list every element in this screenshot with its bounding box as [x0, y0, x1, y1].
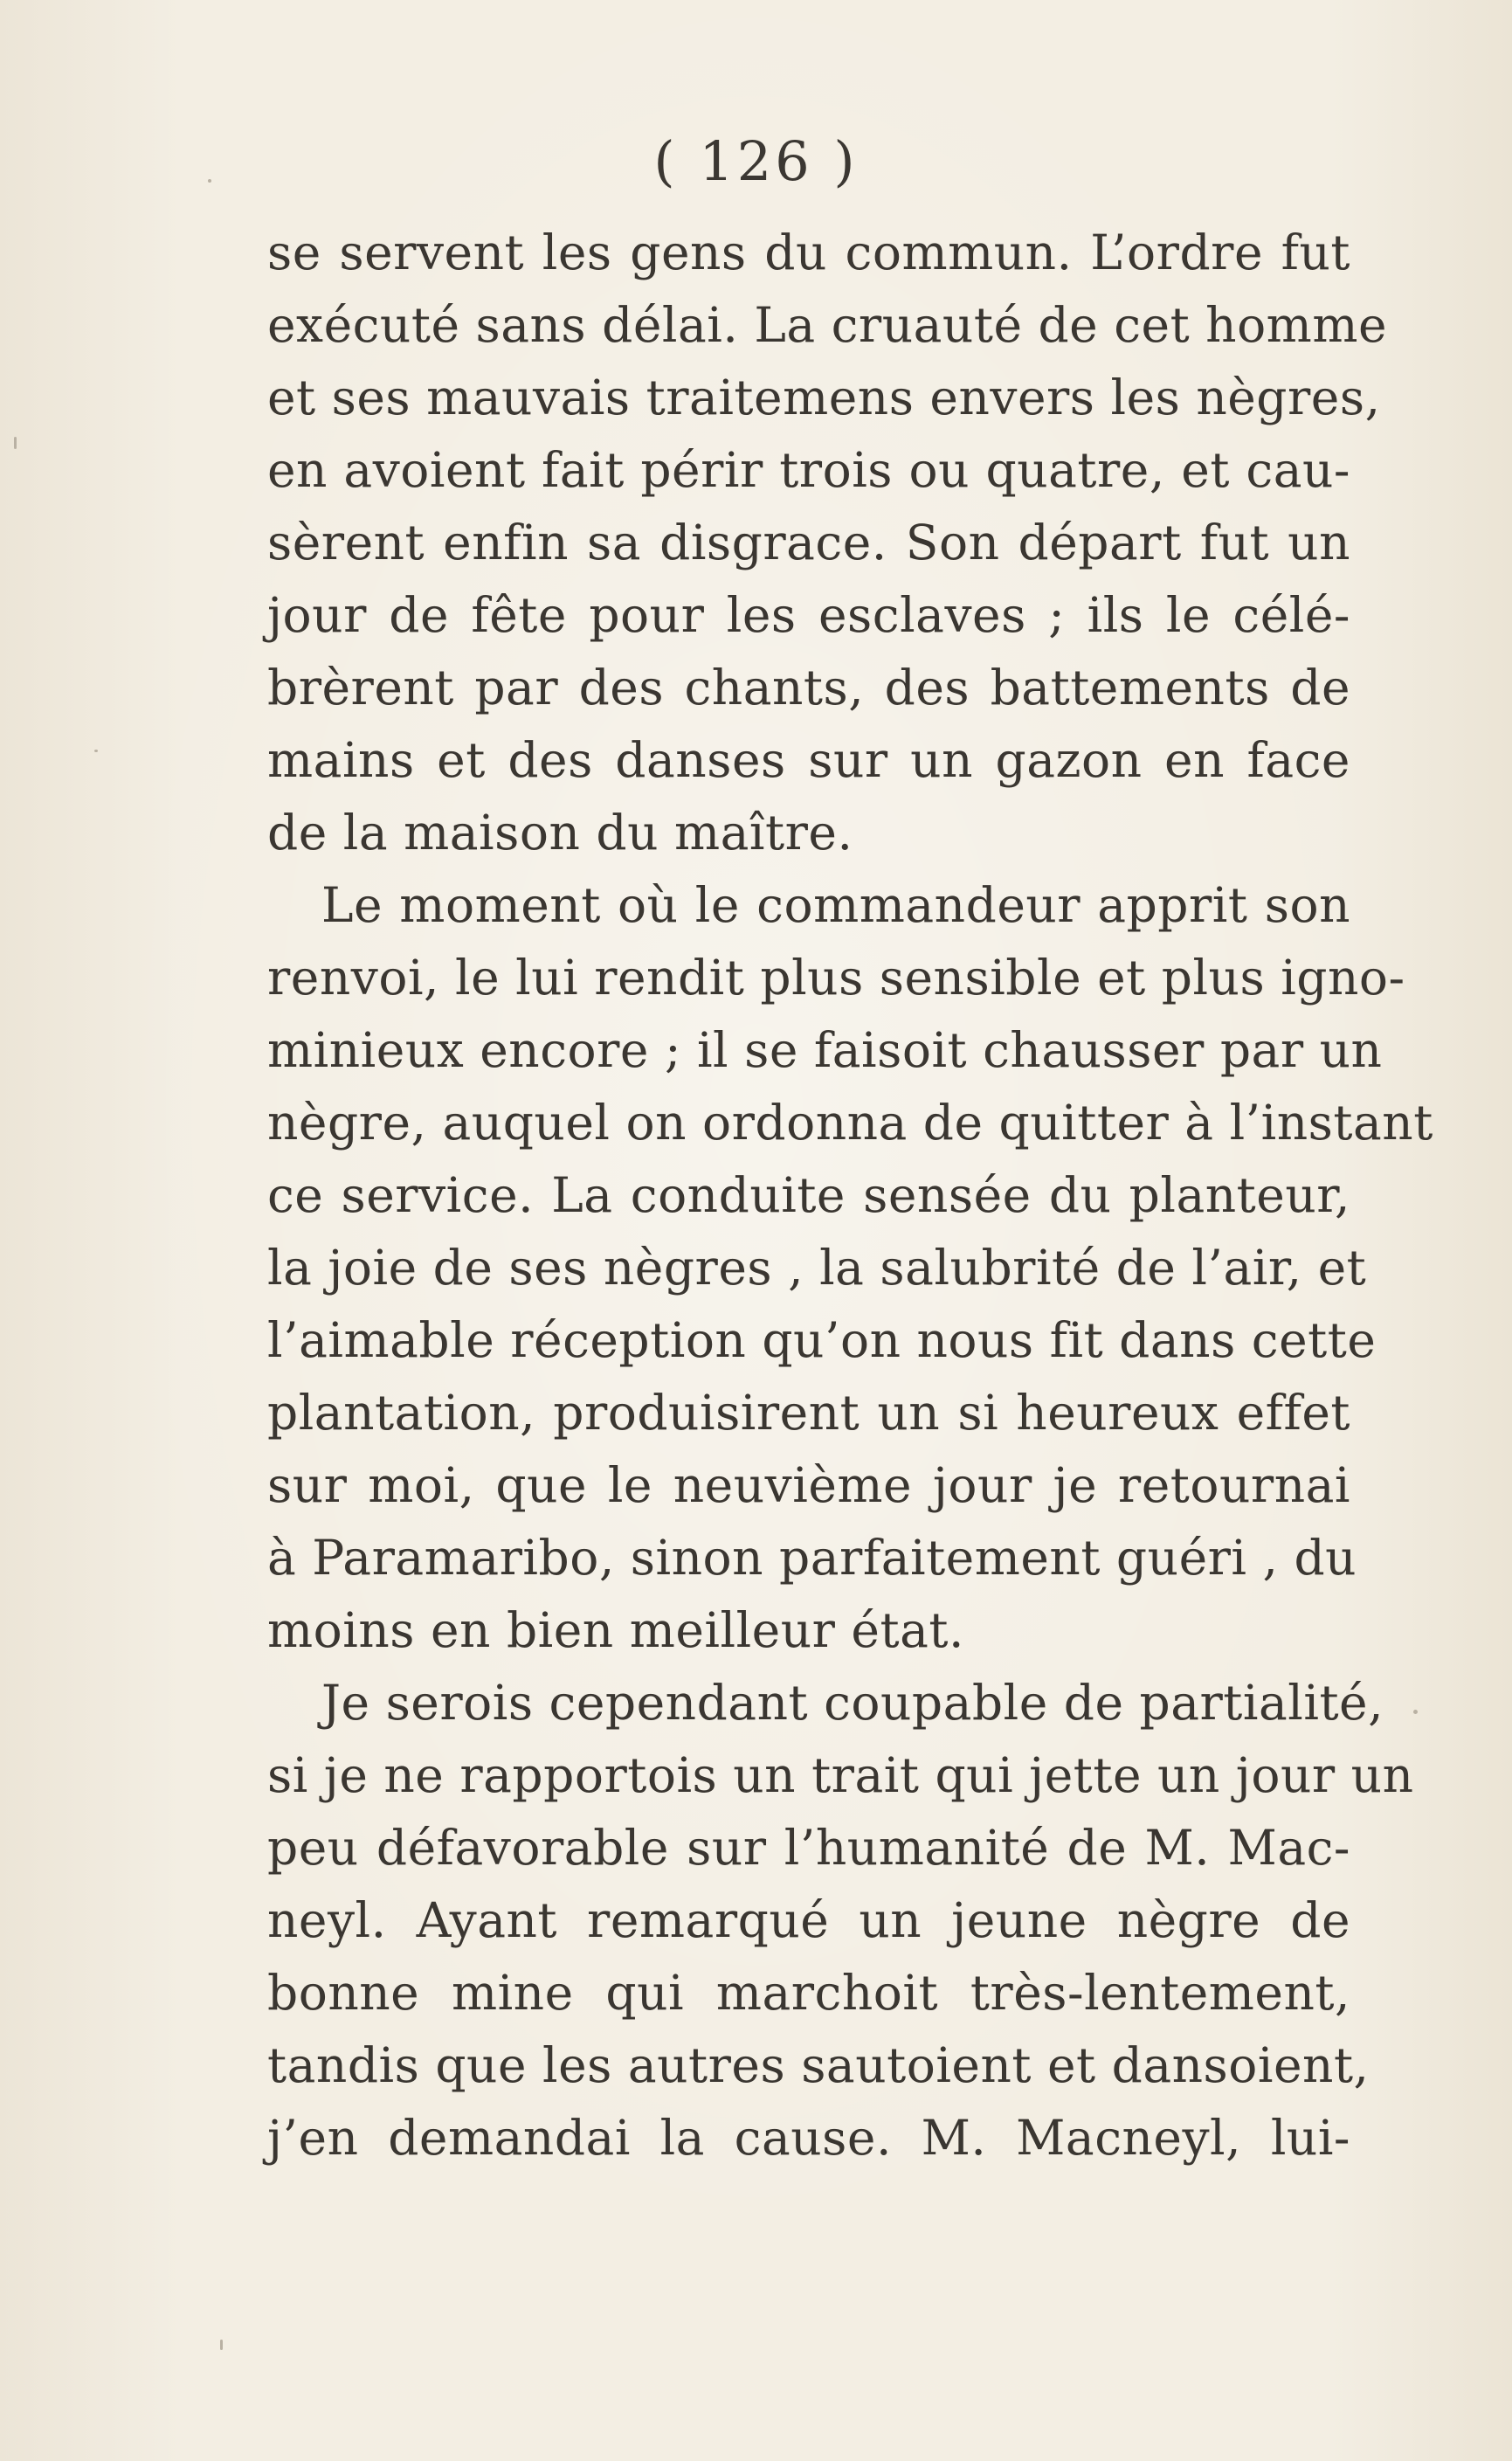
text-line: moins en bien meilleur état.: [267, 1602, 964, 1658]
text-line: brèrent par des chants, des battements de: [267, 660, 1350, 715]
paragraph: [267, 869, 1433, 1667]
text-line: tandis que les autres sautoient et dansoient,: [267, 2037, 1370, 2093]
paper-speck: [1413, 1710, 1418, 1714]
text-line: mains et des danses sur un gazon en face: [267, 732, 1350, 788]
text-line: peu défavorable sur l’humanité de M. Mac-: [267, 1820, 1350, 1876]
body-text: [267, 217, 1433, 2174]
text-line: minieux encore ; il se faisoit chausser par un: [267, 1022, 1383, 1078]
text-line: bonne mine qui marchoit très-lentement,: [267, 1965, 1350, 2021]
text-line: et ses mauvais traitemens envers les nègres,: [267, 370, 1381, 425]
text-line: nègre, auquel on ordonna de quitter à l’instant: [267, 1095, 1433, 1151]
paper-speck: [14, 437, 17, 449]
text-line: jour de fête pour les esclaves ; ils le célé-: [267, 587, 1350, 643]
paper-speck: [220, 2340, 223, 2350]
text-line: sèrent enfin sa disgrace. Son départ fut un: [267, 515, 1350, 570]
paper-speck: [94, 750, 98, 752]
text-line: la joie de ses nègres , la salubrité de l’air, et: [267, 1240, 1367, 1296]
page-number: ( 126 ): [653, 129, 859, 193]
text-line: j’en demandai la cause. M. Macneyl, lui-: [267, 2110, 1350, 2166]
text-line: en avoient fait périr trois ou quatre, et cau-: [267, 442, 1350, 498]
text-line: sur moi, que le neuvième jour je retournai: [267, 1457, 1350, 1513]
text-line: l’aimable réception qu’on nous fit dans cette: [267, 1312, 1377, 1368]
text-line: ce service. La conduite sensée du planteur,: [267, 1167, 1350, 1223]
text-line: Je serois cependant coupable de partialité,: [321, 1675, 1384, 1731]
text-line: neyl. Ayant remarqué un jeune nègre de: [267, 1892, 1350, 1948]
paragraph: [267, 217, 1388, 869]
text-line: de la maison du maître.: [267, 805, 853, 861]
text-line: exécuté sans délai. La cruauté de cet homme: [267, 297, 1388, 353]
text-line: se servent les gens du commun. L’ordre fut: [267, 225, 1350, 280]
text-line: si je ne rapportois un trait qui jette un jour un: [267, 1747, 1414, 1803]
text-line: plantation, produisirent un si heureux effet: [267, 1385, 1350, 1441]
paragraph: [267, 1667, 1414, 2174]
text-line: renvoi, le lui rendit plus sensible et plus igno-: [267, 950, 1405, 1006]
text-line: à Paramaribo, sinon parfaitement guéri , du: [267, 1530, 1357, 1586]
text-line: Le moment où le commandeur apprit son: [321, 877, 1350, 933]
